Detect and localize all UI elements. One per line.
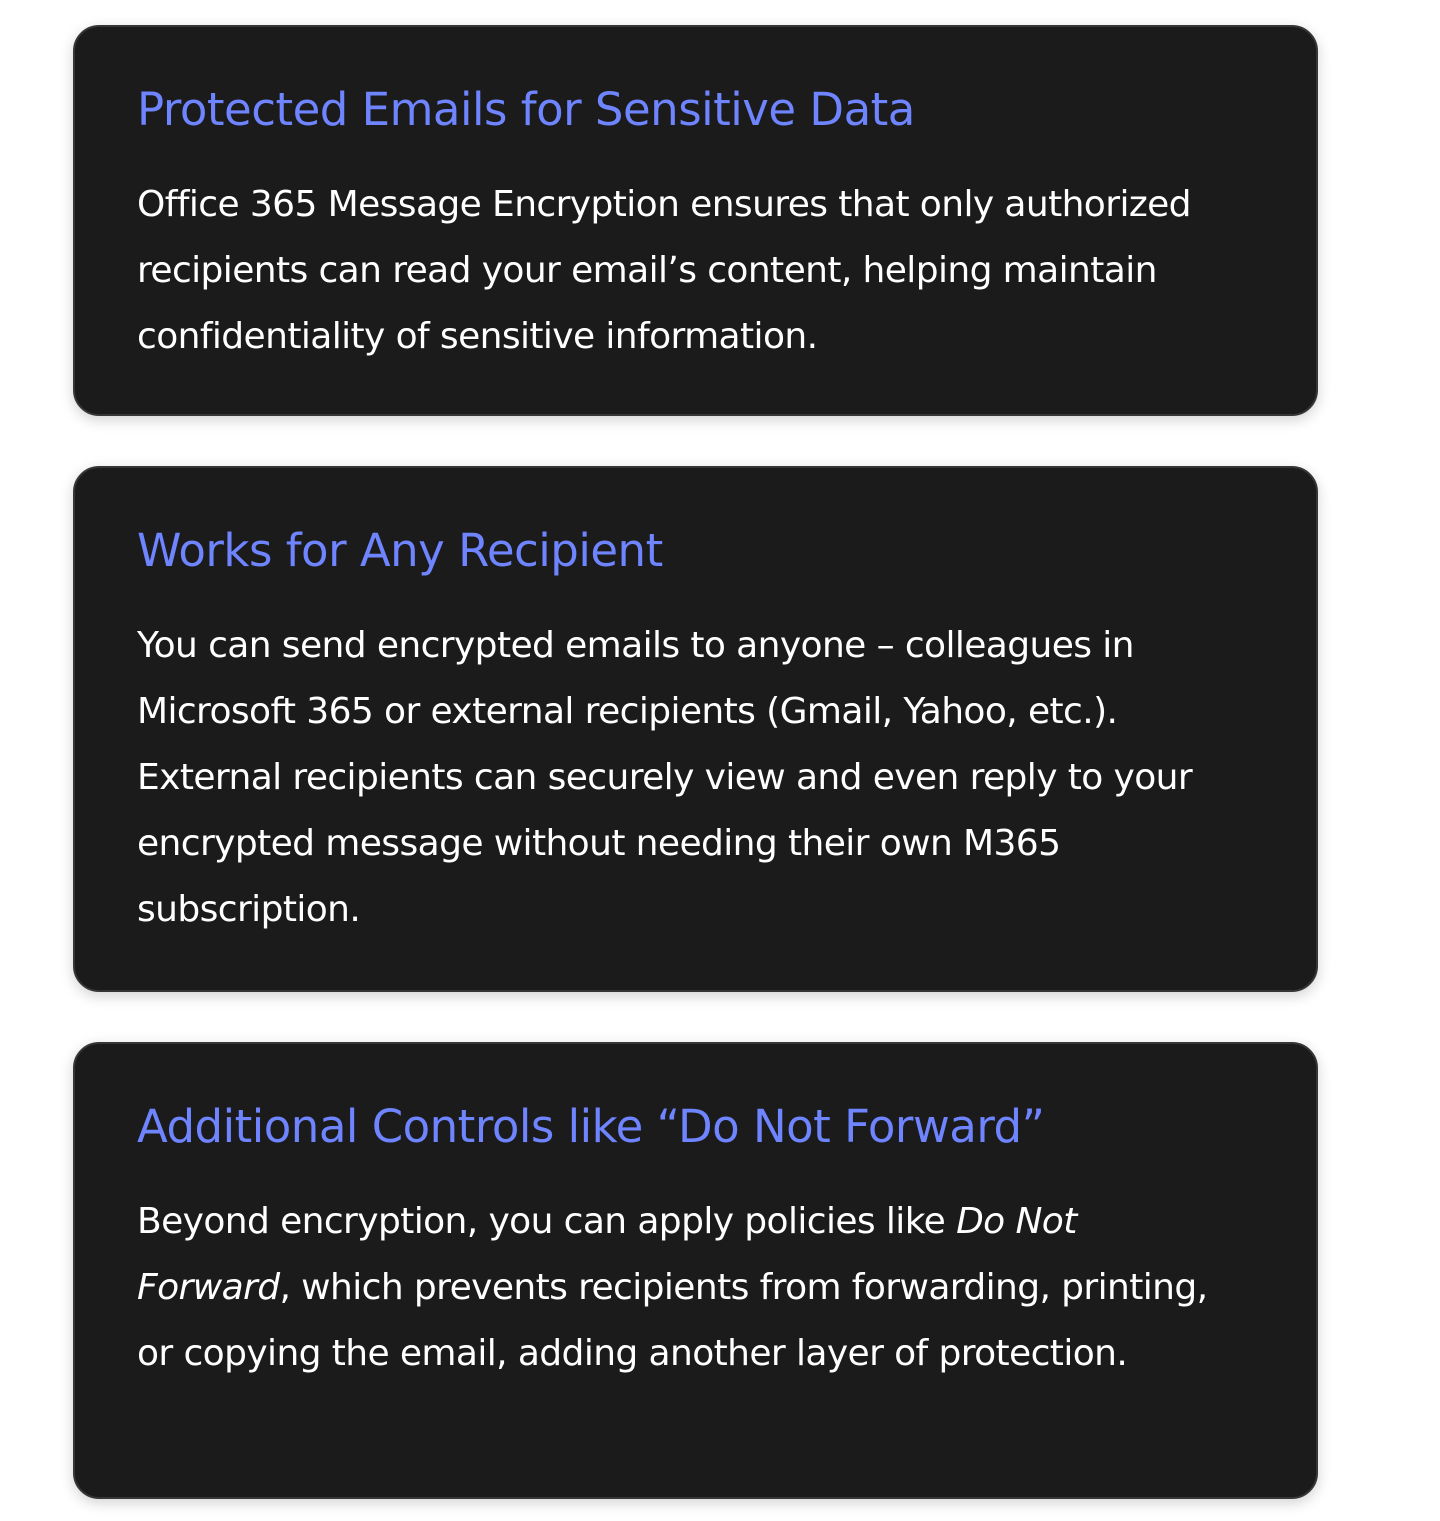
feature-card-do-not-forward [73,1042,1318,1499]
card-body [137,1189,1217,1387]
feature-card-protected-emails [73,25,1318,416]
card-body-emphasis: Do Not Forward [137,1201,1077,1308]
card-title: Protected Emails for Sensitive Data [137,83,915,136]
card-body: You can send encrypted emails to anyone – colleagues in Microsoft 365 or external recipients (Gmail, Yahoo, etc.). External recipients can securely view and even reply to your encrypted message without needing their own M365 subscription. [137,625,1193,930]
card-body: Office 365 Message Encryption ensures that only authorized recipients can read your email’s content, helping maintain confidentiality of sensitive information. [137,184,1191,357]
card-body-text: , which prevents recipients from forwarding, printing, or copying the email, adding another layer of protection. [137,1267,1208,1374]
card-body-text: Beyond encryption, you can apply policies like [137,1201,957,1242]
feature-card-any-recipient [73,466,1318,992]
card-title: Works for Any Recipient [137,524,663,577]
card-title: Additional Controls like “Do Not Forward” [137,1100,1045,1153]
